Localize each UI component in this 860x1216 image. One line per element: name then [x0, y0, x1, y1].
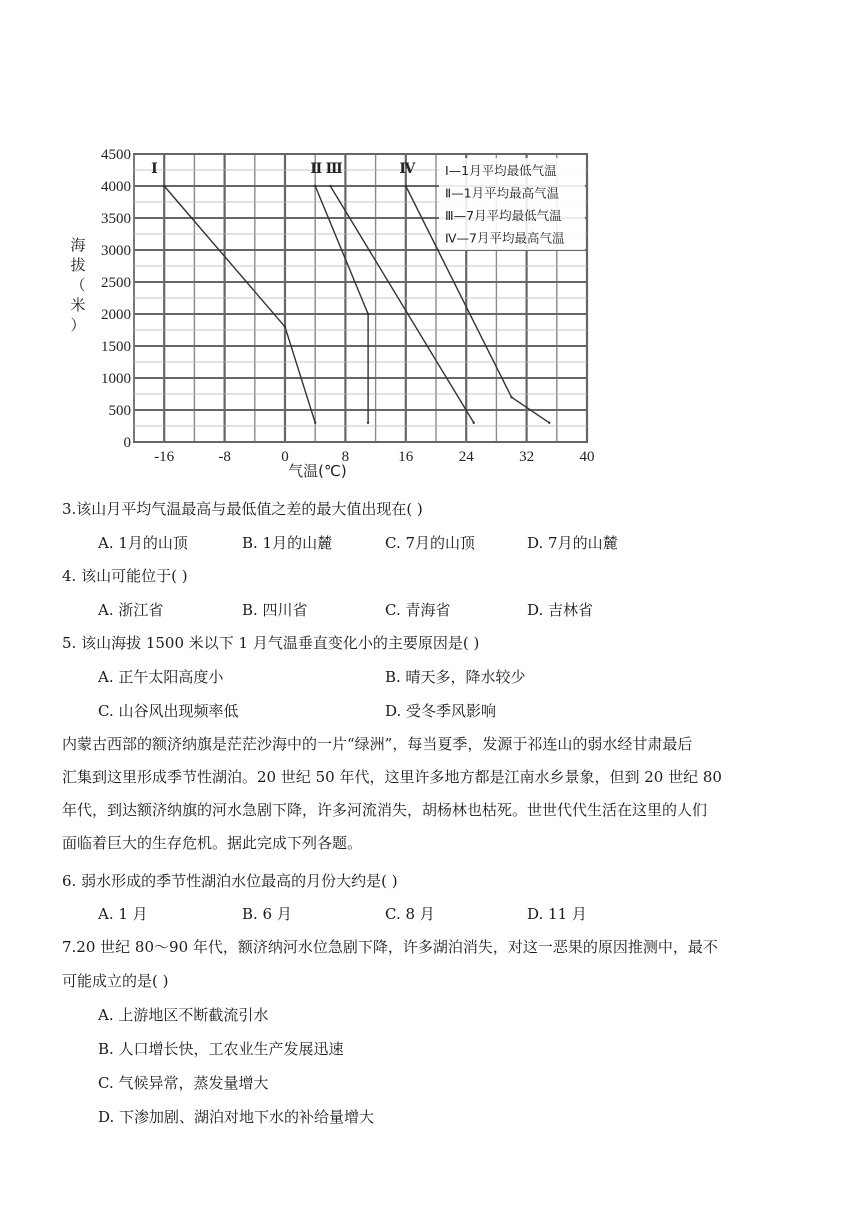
q6-option-b[interactable]: B. 6 月	[242, 905, 292, 923]
question-7-stem-line-2: 可能成立的是( )	[62, 972, 169, 990]
y-tick-label: 0	[123, 435, 131, 451]
temperature-altitude-chart	[62, 138, 610, 478]
q7-option-c[interactable]: C. 气候异常，蒸发量增大	[98, 1074, 269, 1092]
series-point	[314, 185, 316, 187]
chart-svg	[62, 138, 610, 478]
passage-line: 汇集到这里形成季节性湖泊。20 世纪 50 年代，这里许多地方都是江南水乡景象，但到 20 世纪 80	[62, 768, 722, 786]
passage-line: 内蒙古西部的额济纳旗是茫茫沙海中的一片“绿洲”，每当夏季，发源于祁连山的弱水经甘肃最后	[62, 735, 693, 753]
y-axis-label-char: 米	[70, 296, 86, 314]
legend-entry: Ⅰ—1月平均最低气温	[445, 163, 557, 178]
x-tick-label: 16	[398, 449, 414, 465]
question-3-stem: 3.该山月平均气温最高与最低值之差的最大值出现在( )	[62, 500, 423, 518]
y-tick-label: 3500	[101, 211, 131, 227]
y-tick-label: 3000	[101, 243, 131, 259]
question-5-stem: 5. 该山海拔 1500 米以下 1 月气温垂直变化小的主要原因是( )	[62, 634, 480, 652]
q6-option-d[interactable]: D. 11 月	[527, 905, 587, 923]
y-tick-label: 1500	[101, 339, 131, 355]
q6-option-a[interactable]: A. 1 月	[98, 905, 148, 923]
x-tick-label: 32	[519, 449, 535, 465]
series-point	[367, 313, 369, 315]
series-point	[548, 422, 550, 424]
q6-option-c[interactable]: C. 8 月	[385, 905, 435, 923]
legend-entry: Ⅲ—7月平均最低气温	[445, 208, 562, 223]
passage-line: 年代，到达额济纳旗的河水急剧下降，许多河流消失，胡杨林也枯死。世世代代生活在这里的人们	[62, 801, 708, 819]
series-label: Ⅰ	[151, 162, 158, 178]
series-label: Ⅱ Ⅲ	[310, 162, 343, 178]
series-label: Ⅳ	[399, 162, 416, 178]
q3-option-a[interactable]: A. 1月的山顶	[98, 534, 188, 552]
q4-option-c[interactable]: C. 青海省	[385, 601, 451, 619]
y-tick-label: 4500	[101, 147, 131, 163]
x-tick-label: 24	[458, 449, 474, 465]
question-6-stem: 6. 弱水形成的季节性湖泊水位最高的月份大约是( )	[62, 872, 398, 890]
series-point	[163, 185, 165, 187]
y-tick-label: 500	[108, 403, 131, 419]
question-7-stem-line-1: 7.20 世纪 80～90 年代，额济纳河水位急剧下降，许多湖泊消失，对这一恶果的原因推测中，最不	[62, 938, 718, 956]
series-point	[284, 326, 286, 328]
series-point	[314, 422, 316, 424]
q3-option-d[interactable]: D. 7月的山麓	[527, 534, 618, 552]
y-tick-label: 4000	[101, 179, 131, 195]
reading-passage	[62, 728, 804, 860]
q5-option-b[interactable]: B. 晴天多，降水较少	[385, 668, 526, 686]
x-tick-label: -8	[218, 449, 231, 465]
y-axis-label-char: 海	[70, 236, 86, 254]
legend-entry: Ⅳ—7月平均最高气温	[445, 230, 565, 246]
q5-option-c[interactable]: C. 山谷风出现频率低	[98, 702, 239, 720]
q5-option-a[interactable]: A. 正午太阳高度小	[98, 668, 224, 686]
series-point	[510, 396, 512, 398]
x-tick-label: 0	[281, 449, 289, 465]
q4-option-b[interactable]: B. 四川省	[242, 601, 308, 619]
legend-entry: Ⅱ—1月平均最高气温	[445, 185, 560, 201]
y-tick-label: 2000	[101, 307, 131, 323]
x-tick-label: 8	[341, 449, 350, 465]
y-tick-label: 2500	[101, 275, 131, 291]
q4-option-d[interactable]: D. 吉林省	[527, 601, 594, 619]
q3-option-b[interactable]: B. 1月的山麓	[242, 534, 333, 552]
q3-option-c[interactable]: C. 7月的山顶	[385, 534, 476, 552]
q4-option-a[interactable]: A. 浙江省	[98, 601, 164, 619]
x-tick-label: -16	[154, 449, 175, 465]
y-axis-label-char: 拔	[70, 256, 86, 274]
q5-option-d[interactable]: D. 受冬季风影响	[385, 702, 497, 720]
series-point	[329, 185, 331, 187]
series-point	[405, 185, 407, 187]
q7-option-d[interactable]: D. 下渗加剧、湖泊对地下水的补给量增大	[98, 1108, 375, 1126]
series-point	[367, 422, 369, 424]
x-axis-label: 气温(℃)	[288, 462, 347, 478]
y-axis-label-char: ）	[70, 316, 86, 334]
series-point	[473, 422, 475, 424]
x-tick-label: 40	[579, 449, 595, 465]
y-axis-label-char: （	[70, 276, 86, 294]
q7-option-b[interactable]: B. 人口增长快，工农业生产发展迅速	[98, 1040, 344, 1058]
y-tick-label: 1000	[101, 371, 131, 387]
passage-line: 面临着巨大的生存危机。据此完成下列各题。	[62, 834, 363, 852]
q7-option-a[interactable]: A. 上游地区不断截流引水	[98, 1006, 269, 1024]
question-4-stem: 4. 该山可能位于( )	[62, 567, 188, 585]
chart-legend	[439, 158, 585, 250]
